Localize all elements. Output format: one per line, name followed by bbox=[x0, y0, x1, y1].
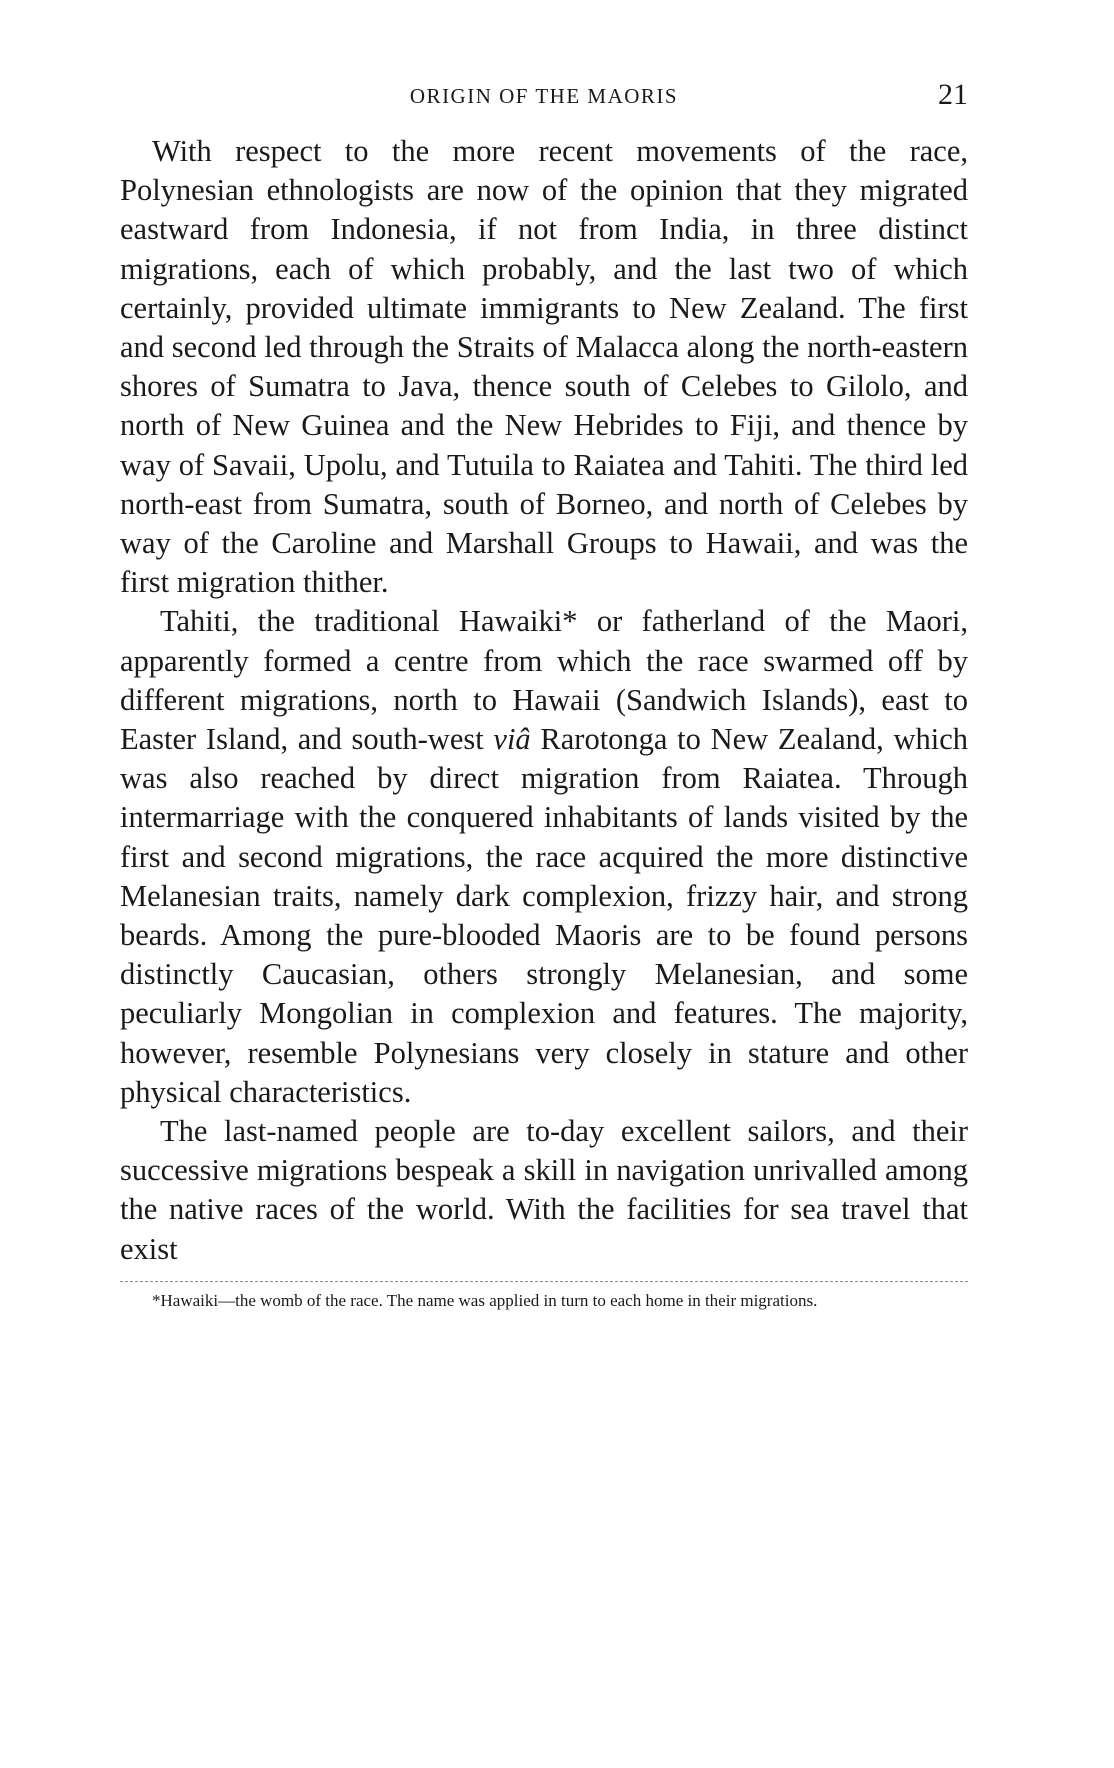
paragraph-2-italic-via: viâ bbox=[493, 722, 531, 757]
paragraph-1-text: With respect to the more recent movements of the race, Polynesian ethnologists are now of the opinion that they migrated eastward from Indonesia, if not from India, in three distinct migrations, each of which probably, and the last two of which certainly, provided ultimate immigrants to New Zealand. The first and second led through the Straits of Malacca along the north-eastern shores of Sumatra to Java, thence south of Celebes to Gilolo, and north of New Guinea and the New Hebrides to Fiji, and thence by way of Savaii, Upolu, and Tutuila to Raiatea and Tahiti. The third led north-east from Sumatra, south of Borneo, and north of Celebes by way of the Caroline and Marshall Groups to Hawaii, and was the first migration thither. bbox=[120, 134, 968, 600]
paragraph-1 bbox=[120, 132, 968, 602]
footnote: *Hawaiki—the womb of the race. The name was applied in turn to each home in their migrations. bbox=[152, 1290, 818, 1310]
running-title: ORIGIN OF THE MAORIS bbox=[409, 84, 679, 108]
body-text bbox=[120, 132, 968, 1269]
paragraph-2 bbox=[120, 602, 968, 1112]
paragraph-3-text: The last-named people are to-day excellent sailors, and their successive migrations bespeak a skill in navigation unrivalled among the native races of the world. With the facilities for sea travel that exist bbox=[120, 1114, 968, 1266]
running-head bbox=[120, 78, 968, 118]
paragraph-2-text-end: Rarotonga to New Zealand, which was also reached by direct migration from Raiatea. Through intermarriage with the conquered inhabitants of lands visited by the first and second migrations, the race acquired the more distinctive Melanesian traits, namely dark complexion, frizzy hair, and strong beards. Among the pure-blooded Maoris are to be found persons distinctly Caucasian, others strongly Melanesian, and some peculiarly Mongolian in complexion and features. The majority, however, resemble Polynesians very closely in stature and other physical characteristics. bbox=[120, 722, 968, 1109]
paragraph-3 bbox=[120, 1112, 968, 1269]
footnote-divider bbox=[120, 1281, 968, 1282]
paragraph-2-text-start: Tahiti, the traditional Hawaiki* or fatherland of the Maori, apparently formed a centre from which the race swarmed off by different migrations, north to Hawaii (Sandwich Islands), east to Easter Island, and south-west bbox=[120, 604, 968, 757]
book-page bbox=[120, 78, 968, 1311]
page-number: 21 bbox=[938, 78, 968, 111]
